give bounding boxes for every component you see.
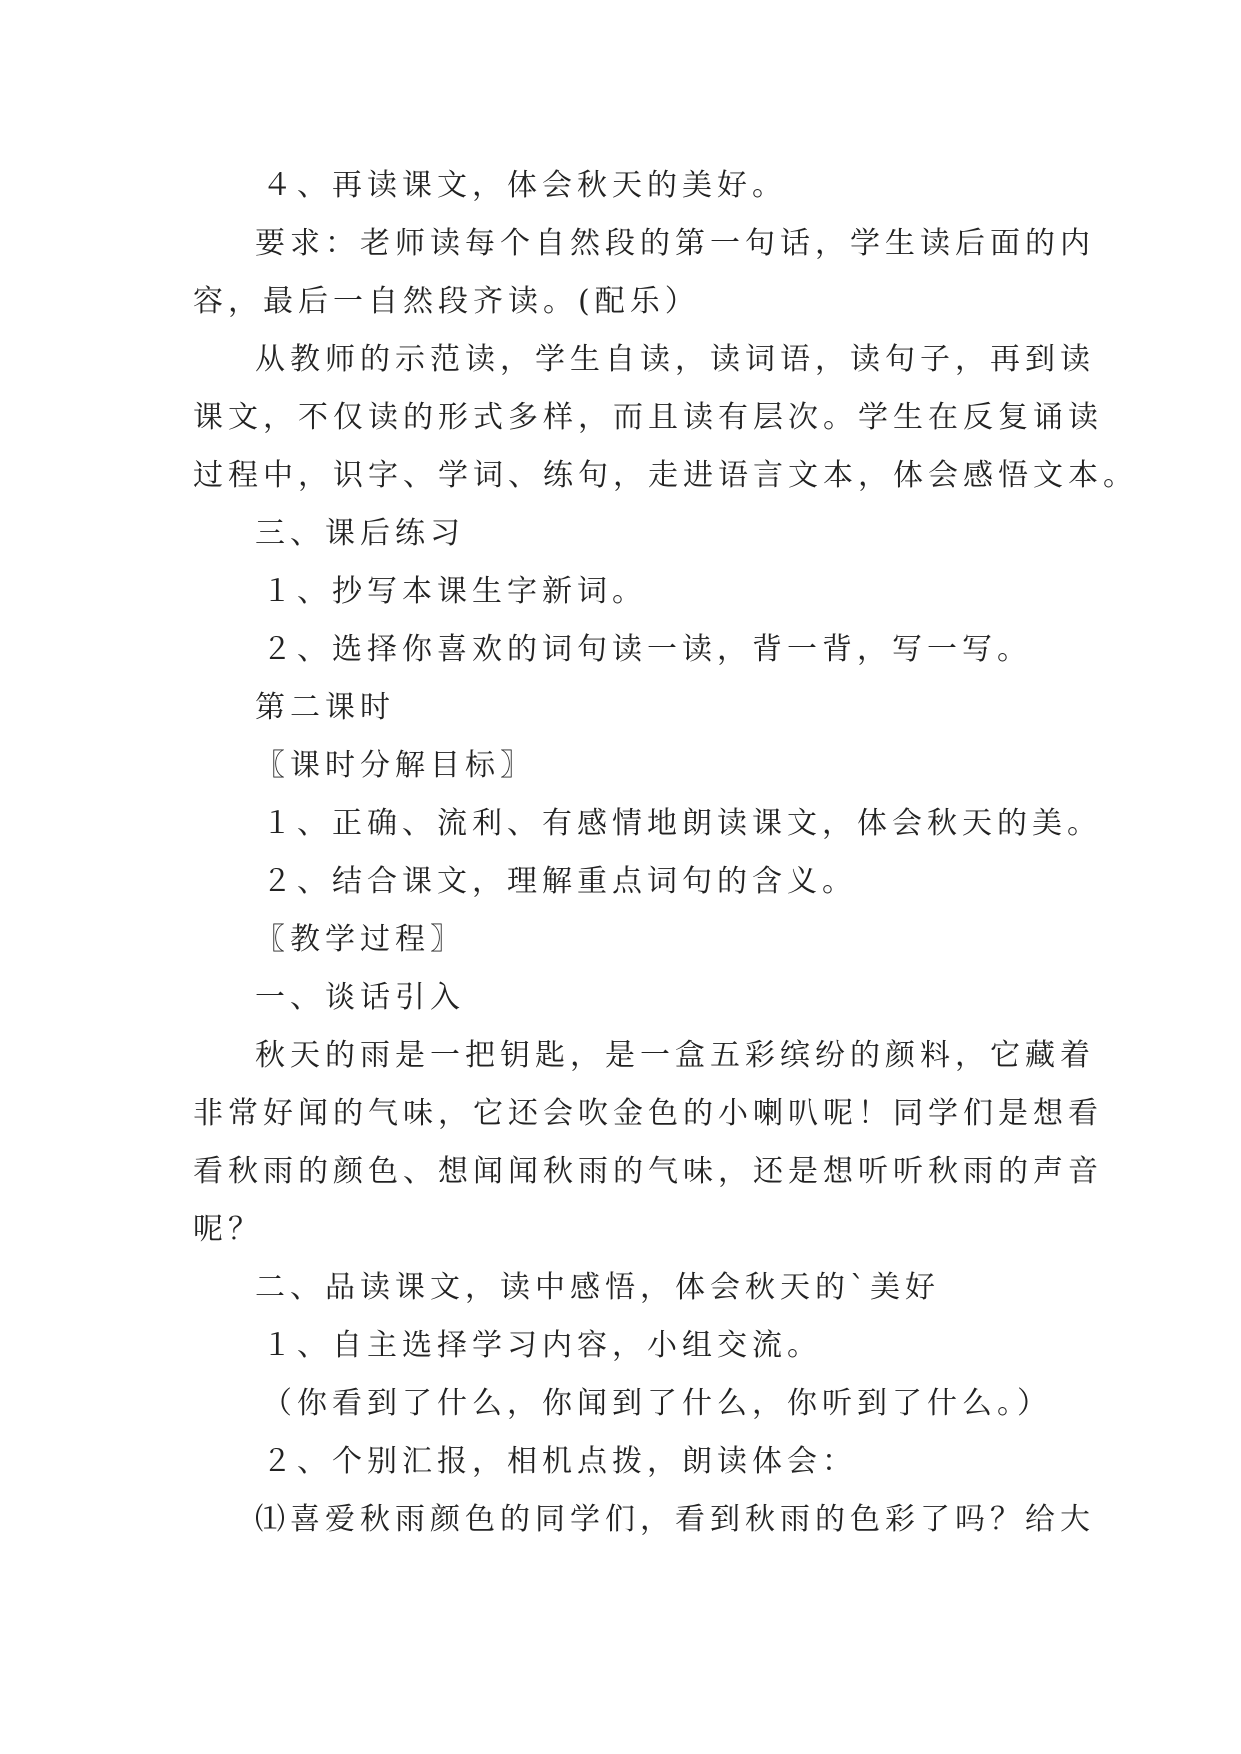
text-line: ⑴喜爱秋雨颜色的同学们，看到秋雨的色彩了吗？给大 (255, 1502, 1095, 1537)
section-heading: 二、品读课文，读中感悟，体会秋天的`美好 (255, 1270, 940, 1305)
text-line: ２、结合课文，理解重点词句的含义。 (262, 864, 857, 899)
text-line: 过程中，识字、学词、练句，走进语言文本，体会感悟文本。 (193, 458, 1138, 493)
text-line: （你看到了什么，你闻到了什么，你听到了什么。） (262, 1386, 1052, 1421)
section-heading: 一、谈话引入 (255, 980, 465, 1015)
text-line: 非常好闻的气味，它还会吹金色的小喇叭呢！同学们是想看 (193, 1096, 1103, 1131)
text-line: 要求：老师读每个自然段的第一句话，学生读后面的内 (255, 226, 1095, 261)
text-line: 看秋雨的颜色、想闻闻秋雨的气味，还是想听听秋雨的声音 (193, 1154, 1103, 1189)
text-line: ４、再读课文，体会秋天的美好。 (262, 168, 787, 203)
text-line: 秋天的雨是一把钥匙，是一盒五彩缤纷的颜料，它藏着 (255, 1038, 1095, 1073)
section-heading: 〖课时分解目标〗 (255, 748, 535, 783)
text-line: 容，最后一自然段齐读。(配乐） (193, 284, 700, 319)
text-line: １、正确、流利、有感情地朗读课文，体会秋天的美。 (262, 806, 1102, 841)
text-line: ２、选择你喜欢的词句读一读，背一背，写一写。 (262, 632, 1032, 667)
section-heading: 〖教学过程〗 (255, 922, 465, 957)
text-line: １、抄写本课生字新词。 (262, 574, 647, 609)
section-heading: 三、课后练习 (255, 516, 465, 551)
text-line: ２、个别汇报，相机点拨，朗读体会： (262, 1444, 857, 1479)
text-line: 从教师的示范读，学生自读，读词语，读句子，再到读 (255, 342, 1095, 377)
text-line: 呢？ (193, 1212, 263, 1247)
text-line: １、自主选择学习内容，小组交流。 (262, 1328, 822, 1363)
text-line: 课文，不仅读的形式多样，而且读有层次。学生在反复诵读 (193, 400, 1103, 435)
section-heading: 第二课时 (255, 690, 395, 725)
